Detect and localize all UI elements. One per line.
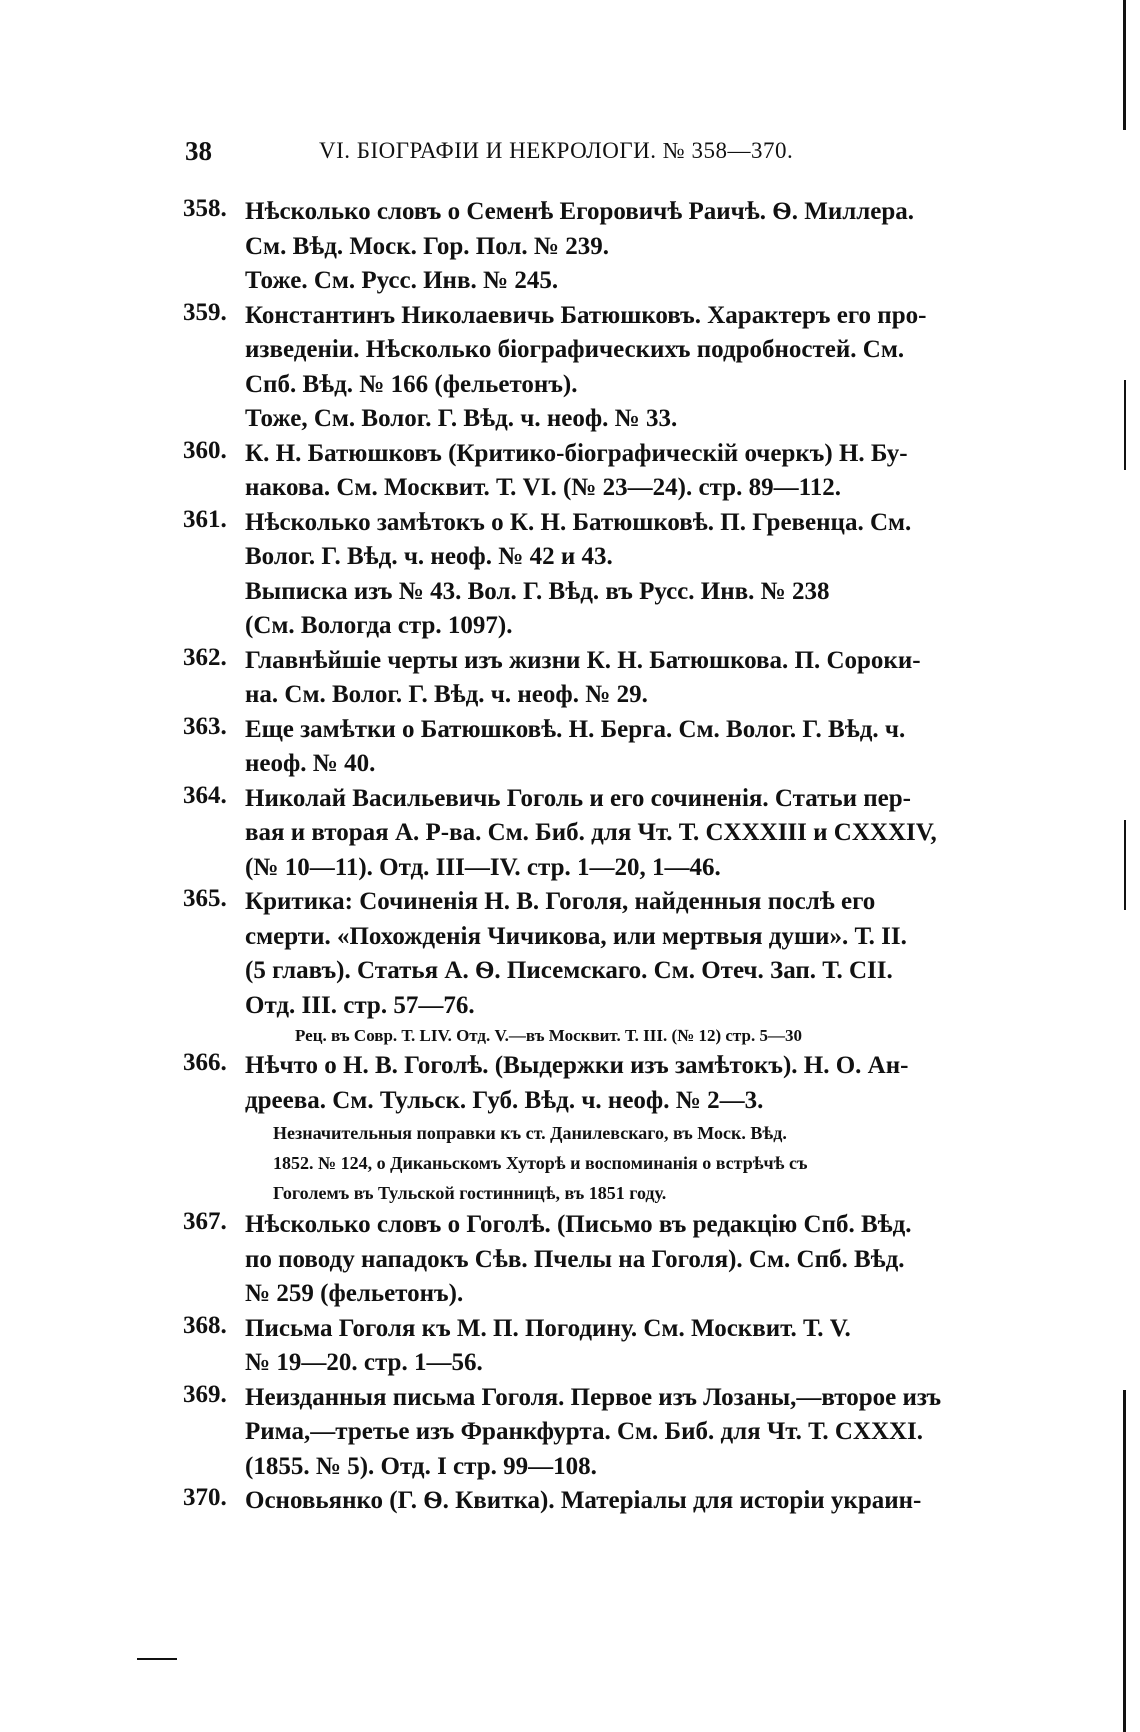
- entry-362: [183, 644, 1013, 713]
- entry-370: [183, 1484, 1013, 1519]
- entry-number: 359.: [183, 298, 227, 326]
- entry-line: См. Вѣд. Моск. Гор. Пол. № 239.: [245, 232, 610, 260]
- entry-line: накова. См. Москвит. Т. VI. (№ 23—24). стр. 89—112.: [245, 474, 841, 501]
- entry-line: Нѣчто о Н. В. Гоголѣ. (Выдержки изъ замѣтокъ). Н. О. Ан-: [245, 1052, 909, 1079]
- entry-line: Письма Гоголя къ М. П. Погодину. См. Москвит. Т. V.: [245, 1314, 851, 1342]
- entry-358: [183, 195, 1013, 299]
- scan-edge-mark: [1123, 1390, 1126, 1732]
- entry-367: [183, 1208, 1013, 1312]
- entry-361: [183, 506, 1013, 644]
- entry-line: Основьянко (Г. Ѳ. Квитка). Матеріалы для исторіи украин-: [245, 1487, 922, 1514]
- entry-line: Нѣсколько словъ о Гоголѣ. (Письмо въ редакцію Спб. Вѣд.: [245, 1211, 912, 1238]
- entry-line: Спб. Вѣд. № 166 (фельетонъ).: [245, 370, 578, 398]
- entry-line: Отд. III. стр. 57—76.: [245, 991, 475, 1019]
- entry-list: [183, 195, 1013, 1519]
- header-title: VI. БІОГРАФІИ И НЕКРОЛОГИ. № 358—370.: [319, 138, 794, 163]
- entry-363: [183, 713, 1013, 782]
- entry-364: [183, 782, 1013, 886]
- entry-line: Тоже. См. Русс. Инв. № 245.: [245, 267, 559, 294]
- entry-number: 358.: [183, 195, 227, 222]
- entry-line: смерти. «Похожденія Чичикова, или мертвыя души». Т. II.: [245, 922, 907, 950]
- entry-365: [183, 885, 1013, 1049]
- entry-number: 360.: [183, 436, 227, 464]
- entry-line: Еще замѣтки о Батюшковѣ. Н. Берга. См. Волог. Г. Вѣд. ч.: [245, 715, 906, 743]
- entry-note: Гоголемъ въ Тульской гостинницѣ, въ 1851 году.: [273, 1183, 667, 1203]
- entry-number: 361.: [183, 505, 227, 533]
- entry-line: изведеніи. Нѣсколько біографическихъ подробностей. См.: [245, 336, 905, 363]
- entry-number: 367.: [183, 1208, 227, 1235]
- entry-line: Главнѣйшіе черты изъ жизни К. Н. Батюшкова. П. Сороки-: [245, 646, 921, 674]
- entry-line: Неизданныя письма Гоголя. Первое изъ Лозаны,—второе изъ: [245, 1383, 942, 1411]
- entry-number: 364.: [183, 781, 227, 809]
- entry-number: 368.: [183, 1311, 227, 1339]
- entry-number: 369.: [183, 1380, 227, 1408]
- entry-line: (1855. № 5). Отд. I стр. 99—108.: [245, 1452, 597, 1480]
- entry-359: [183, 299, 1013, 437]
- scan-edge-mark: [1124, 820, 1126, 910]
- entry-line: неоф. № 40.: [245, 750, 376, 777]
- entry-366: [183, 1049, 1013, 1208]
- scan-dash-mark: [137, 1658, 177, 1660]
- entry-number: 363.: [183, 712, 227, 740]
- entry-note: 1852. № 124, о Диканьскомъ Хуторѣ и воспоминанія о встрѣчѣ съ: [273, 1153, 808, 1173]
- entry-line: вая и вторая А. Р-ва. См. Биб. для Чт. Т. CXXXIII и CXXXIV,: [245, 819, 937, 846]
- entry-line: Нѣсколько словъ о Семенѣ Егоровичѣ Раичѣ. Ѳ. Миллера.: [245, 198, 915, 225]
- scan-edge-mark: [1123, 0, 1126, 130]
- scan-edge-mark: [1124, 380, 1126, 470]
- entry-line: на. См. Волог. Г. Вѣд. ч. неоф. № 29.: [245, 681, 648, 708]
- entry-line: дреева. См. Тульск. Губ. Вѣд. ч. неоф. № 2—3.: [245, 1086, 764, 1114]
- entry-line: (См. Вологда стр. 1097).: [245, 612, 513, 639]
- entry-line: (№ 10—11). Отд. III—IV. стр. 1—20, 1—46.: [245, 853, 721, 881]
- entry-line: К. Н. Батюшковъ (Критико-біографическій очеркъ) Н. Бу-: [245, 439, 908, 467]
- entry-number: 366.: [183, 1049, 227, 1076]
- entry-line: Рима,—третье изъ Франкфурта. См. Биб. для Чт. Т. CXXXI.: [245, 1418, 924, 1445]
- running-header: [185, 136, 1015, 170]
- entry-note: Рец. въ Совр. Т. LIV. Отд. V.—въ Москвит. Т. III. (№ 12) стр. 5—30: [295, 1026, 802, 1045]
- page-number: 38: [185, 136, 212, 166]
- entry-369: [183, 1381, 1013, 1485]
- entry-line: № 259 (фельетонъ).: [245, 1280, 464, 1307]
- entry-note: Незначительныя поправки къ ст. Данилевскаго, въ Моск. Вѣд.: [273, 1123, 787, 1143]
- entry-368: [183, 1312, 1013, 1381]
- entry-line: Выписка изъ № 43. Вол. Г. Вѣд. въ Русс. Инв. № 238: [245, 577, 830, 605]
- entry-number: 365.: [183, 885, 227, 912]
- entry-line: (5 главъ). Статья А. Ѳ. Писемскаго. См. Отеч. Зап. Т. CII.: [245, 957, 893, 984]
- entry-number: 370.: [183, 1484, 227, 1511]
- entry-line: Волог. Г. Вѣд. ч. неоф. № 42 и 43.: [245, 543, 613, 570]
- entry-line: № 19—20. стр. 1—56.: [245, 1349, 483, 1376]
- entry-line: по поводу нападокъ Сѣв. Пчелы на Гоголя). См. Спб. Вѣд.: [245, 1245, 905, 1273]
- entry-line: Критика: Сочиненія Н. В. Гоголя, найденныя послѣ его: [245, 888, 876, 915]
- entry-line: Константинъ Николаевичь Батюшковъ. Характеръ его про-: [245, 301, 927, 329]
- entry-line: Николай Васильевичь Гоголь и его сочиненія. Статьи пер-: [245, 784, 911, 812]
- entry-number: 362.: [183, 643, 227, 671]
- entry-line: Нѣсколько замѣтокъ о К. Н. Батюшковѣ. П. Гревенца. См.: [245, 508, 912, 536]
- entry-line: Тоже, См. Волог. Г. Вѣд. ч. неоф. № 33.: [245, 405, 678, 432]
- entry-360: [183, 437, 1013, 506]
